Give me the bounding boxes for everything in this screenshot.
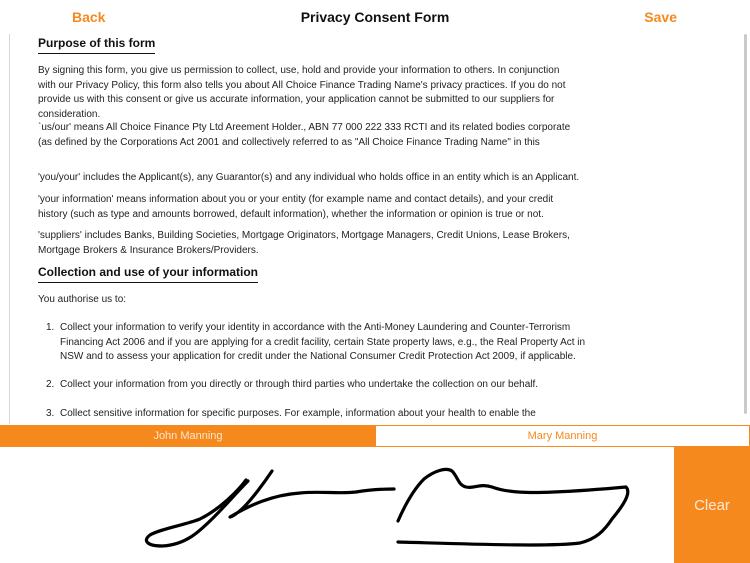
text-line: 'suppliers' includes Banks, Building Societies, Mortgage Originators, Mortgage Managers, Credit Unions, Lease Brokers, bbox=[38, 230, 570, 241]
text-line: provide us with this consent or give us accurate information, your application cannot be submitted to our suppliers for bbox=[38, 94, 555, 105]
paragraph-you-your: 'you/your' includes the Applicant(s), any Guarantor(s) and any individual who holds office in an entity which is an Applicant. bbox=[38, 172, 580, 183]
text-line: Financing Act 2006 and if you are applying for a credit facility, certain State property laws, e.g., the Real Property Act in bbox=[60, 336, 586, 348]
paragraph-your-information bbox=[38, 193, 614, 222]
list-number: 1. bbox=[46, 322, 55, 333]
text-line: By signing this form, you give us permission to collect, use, hold and provide your information to others. In conjunction bbox=[38, 65, 560, 76]
heading-purpose: Purpose of this form bbox=[38, 36, 155, 54]
navigation-bar bbox=[0, 0, 750, 34]
clear-button[interactable]: Clear bbox=[674, 447, 750, 563]
paragraph-us-our bbox=[38, 121, 614, 150]
back-button[interactable]: Back bbox=[72, 9, 106, 25]
text-line: NSW and to assess your application for credit under the National Consumer Credit Protection Act 2009, if applicable. bbox=[60, 351, 576, 362]
signature-stroke bbox=[230, 471, 394, 517]
scrollbar[interactable] bbox=[744, 34, 747, 414]
save-button[interactable]: Save bbox=[644, 9, 677, 25]
signature-drawing bbox=[0, 447, 674, 563]
text-line: (as defined by the Corporations Act 2001 and collectively referred to as "All Choice Finance Trading Name" in this bbox=[38, 136, 540, 148]
paragraph-suppliers bbox=[38, 229, 614, 258]
text-line: Collect sensitive information for specific purposes. For example, information about your health to enable the bbox=[60, 408, 536, 419]
text-line: consideration. bbox=[38, 108, 101, 120]
text-line: with our Privacy Policy, this form also tells you about All Choice Finance Trading Name's privacy practices. If you do not bbox=[38, 79, 566, 91]
tab-john-manning[interactable]: John Manning bbox=[1, 426, 375, 446]
document-scroll-view[interactable] bbox=[9, 34, 750, 424]
signature-stroke bbox=[398, 469, 628, 545]
paragraph-authorise: You authorise us to: bbox=[38, 294, 127, 305]
text-line: Collect your information from you directly or through third parties who undertake the collection on our behalf. bbox=[60, 379, 539, 390]
text-line: 'your information' means information about you or your entity (for example name and contact details), and your credit bbox=[38, 194, 554, 205]
heading-collection: Collection and use of your information bbox=[38, 265, 258, 283]
list-number: 2. bbox=[46, 379, 55, 390]
signature-pad[interactable] bbox=[0, 447, 674, 563]
list-item bbox=[46, 321, 614, 365]
signer-tabs bbox=[0, 425, 750, 447]
text-line: Mortgage Brokers & Insurance Brokers/Providers. bbox=[38, 244, 259, 256]
list-number: 3. bbox=[46, 408, 55, 419]
list-item bbox=[46, 407, 614, 422]
signature-stroke bbox=[146, 480, 248, 546]
paragraph-purpose bbox=[38, 64, 614, 122]
list-item bbox=[46, 378, 614, 393]
page-title: Privacy Consent Form bbox=[300, 9, 450, 25]
tab-mary-manning[interactable]: Mary Manning bbox=[375, 426, 749, 446]
text-line: Collect your information to verify your identity in accordance with the Anti-Money Laundering and Counter-Terrorism bbox=[60, 322, 571, 333]
text-line: history (such as type and amounts borrowed, default information), whether the information or opinion is true or not. bbox=[38, 208, 544, 220]
text-line: `us/our' means All Choice Finance Pty Ltd Areement Holder., ABN 77 000 222 333 RCTI and its related bodies corporate bbox=[38, 122, 571, 133]
